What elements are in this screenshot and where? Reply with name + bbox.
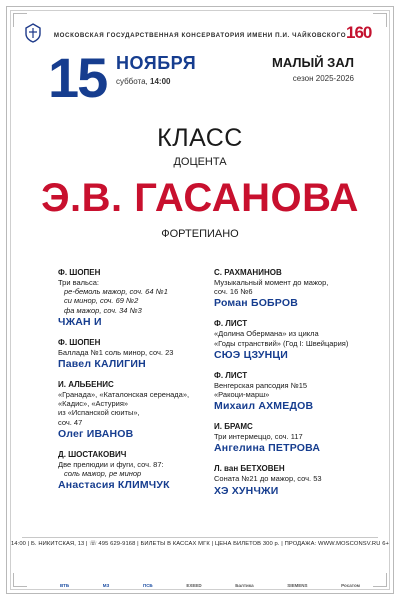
- conservatory-emblem-icon: [22, 22, 44, 44]
- program-item: [214, 464, 364, 497]
- work-title: соч. 16 №6: [214, 287, 253, 297]
- anniversary-logo-number: 160: [346, 23, 372, 42]
- program-column-right: [214, 268, 364, 507]
- composer-name: Ф. ЛИСТ: [214, 319, 248, 329]
- footer-info: 14:00 | Б. НИКИТСКАЯ, 13 | ☏ 495 629-9168 | БИЛЕТЫ В КАССАХ МГК | ЦЕНА БИЛЕТОВ 300 р. | ПРОДАЖА: WWW.MOSCONSV.RU 6+: [10, 541, 390, 547]
- work-title: фа мажор, соч. 34 №3: [64, 305, 142, 315]
- frame-corner: [13, 573, 27, 587]
- partner-logos: [60, 580, 360, 590]
- frame-corner: [373, 573, 387, 587]
- partner-logo: SIEMENS: [287, 582, 308, 588]
- composer-name: И. БРАМС: [214, 422, 253, 432]
- season: сезон 2025-2026: [292, 74, 354, 83]
- composer-name: Л. ван БЕТХОВЕН: [214, 464, 285, 474]
- performer-name: Павел КАЛИГИН: [58, 358, 146, 371]
- work-title: Три вальса:: [58, 278, 99, 287]
- partner-logo: EXEED: [186, 582, 202, 588]
- program-item: [58, 338, 228, 371]
- concert-day: 15: [48, 46, 107, 109]
- footer-divider: [22, 537, 378, 538]
- performer-name: Ангелина ПЕТРОВА: [214, 442, 321, 455]
- performer-name: Роман БОБРОВ: [214, 297, 299, 310]
- instrument: ФОРТЕПИАНО: [161, 228, 239, 240]
- work-title: си минор, соч. 69 №2: [64, 296, 139, 306]
- teacher-name: Э.В. ГАСАНОВА: [41, 176, 359, 220]
- partner-logo: ВТБ: [60, 582, 70, 588]
- work-title: Венгерская рапсодия №15: [214, 380, 308, 390]
- composer-name: С. РАХМАНИНОВ: [214, 268, 282, 277]
- performer-name: Михаил АХМЕДОВ: [214, 400, 314, 413]
- concert-time: 14:00: [150, 77, 171, 86]
- work-title: Две прелюдии и фуги, соч. 87:: [58, 459, 164, 469]
- work-title: Три интермеццо, соч. 117: [214, 432, 303, 442]
- work-title: Баллада №1 соль минор, соч. 23: [58, 347, 174, 357]
- program-item: [58, 450, 228, 492]
- concert-weekday-time: [116, 77, 170, 86]
- concert-month: НОЯБРЯ: [116, 53, 197, 73]
- work-title: соль мажор, ре минор: [64, 469, 142, 479]
- work-title: «Долина Обермана» из цикла: [214, 329, 319, 339]
- work-title: из «Испанской сюиты»,: [58, 408, 140, 418]
- composer-name: Д. ШОСТАКОВИЧ: [58, 449, 127, 459]
- concert-weekday: суббота,: [116, 77, 148, 86]
- work-title: соч. 47: [58, 417, 83, 427]
- partner-logo: Балтика: [235, 582, 254, 588]
- composer-name: Ф. ЛИСТ: [214, 370, 248, 380]
- hall-name: МАЛЫЙ ЗАЛ: [272, 55, 354, 70]
- program-item: [58, 268, 228, 329]
- program-item: [214, 319, 364, 361]
- performer-name: Анастасия КЛИМЧУК: [58, 479, 170, 492]
- work-title: Музыкальный момент до мажор,: [214, 278, 329, 287]
- class-rank: ДОЦЕНТА: [173, 156, 227, 168]
- program-item: [214, 268, 364, 310]
- anniversary-logo: [346, 22, 380, 44]
- work-title: Соната №21 до мажор, соч. 53: [214, 474, 322, 484]
- program-item: [214, 422, 364, 455]
- work-title: «Годы странствий» (Год I: Швейцария): [214, 338, 349, 348]
- partner-logo: МЗ: [102, 582, 110, 588]
- partner-logo: Росатом: [341, 582, 360, 588]
- composer-name: Ф. ШОПЕН: [58, 268, 101, 277]
- performer-name: ЧЖАН И: [58, 315, 102, 328]
- performer-name: Олег ИВАНОВ: [58, 427, 134, 440]
- partner-logo: ПСБ: [142, 582, 153, 588]
- conservatory-name: МОСКОВСКАЯ ГОСУДАРСТВЕННАЯ КОНСЕРВАТОРИЯ ИМЕНИ П.И. ЧАЙКОВСКОГО: [53, 32, 347, 39]
- work-title: «Кадис», «Астурия»: [58, 399, 129, 409]
- performer-name: СЮЭ ЦЗУНЦИ: [214, 348, 288, 361]
- performer-name: ХЭ ХУНЧЖИ: [214, 484, 279, 497]
- composer-name: И. АЛЬБЕНИС: [58, 380, 114, 390]
- class-title: КЛАСС: [157, 124, 243, 152]
- work-title: «Ракоци-марш»: [214, 390, 270, 400]
- work-title: ре-бемоль мажор, соч. 64 №1: [64, 287, 168, 297]
- program-item: [58, 380, 228, 441]
- work-title: «Гранада», «Каталонская серенада»,: [58, 390, 190, 400]
- composer-name: Ф. ШОПЕН: [58, 337, 101, 347]
- program-column-left: [58, 268, 228, 501]
- program-item: [214, 371, 364, 413]
